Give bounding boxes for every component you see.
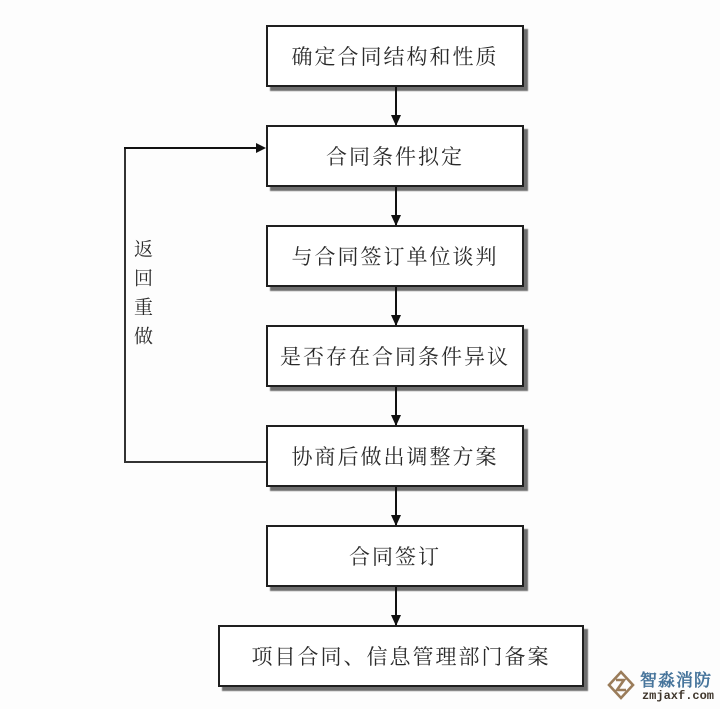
flow-node-label: 与合同签订单位谈判 — [291, 245, 499, 269]
flow-node-adjustment-plan — [266, 425, 524, 487]
flow-node-label: 协商后做出调整方案 — [291, 445, 499, 469]
arrow-down-icon — [395, 487, 397, 525]
flow-node-determine-structure — [266, 25, 524, 87]
flow-node-label: 合同条件拟定 — [326, 145, 464, 169]
arrow-down-icon — [395, 87, 397, 125]
flow-node-filing — [218, 625, 584, 687]
arrow-down-icon — [395, 187, 397, 225]
arrow-down-icon — [395, 287, 397, 325]
flow-node-contract-signing — [266, 525, 524, 587]
flow-node-label: 确定合同结构和性质 — [291, 45, 499, 69]
flow-node-objection-check — [266, 325, 524, 387]
feedback-line-vertical — [124, 148, 126, 462]
flow-node-label: 合同签订 — [349, 545, 441, 569]
arrow-down-icon — [395, 387, 397, 425]
watermark — [606, 669, 714, 706]
flow-node-negotiate — [266, 225, 524, 287]
watermark-text — [640, 672, 714, 702]
flow-node-label: 项目合同、信息管理部门备案 — [251, 645, 551, 669]
brand-name: 智淼消防 — [639, 671, 712, 691]
feedback-line-bottom — [124, 461, 266, 463]
brand-url: zmjaxf.com — [641, 689, 714, 704]
flow-node-draft-conditions — [266, 125, 524, 187]
brand-logo-icon — [606, 669, 636, 706]
flow-node-label: 是否存在合同条件异议 — [280, 345, 510, 369]
arrow-down-icon — [395, 587, 397, 625]
arrow-right-icon — [124, 147, 256, 149]
feedback-label: 返回重做 — [131, 239, 152, 355]
